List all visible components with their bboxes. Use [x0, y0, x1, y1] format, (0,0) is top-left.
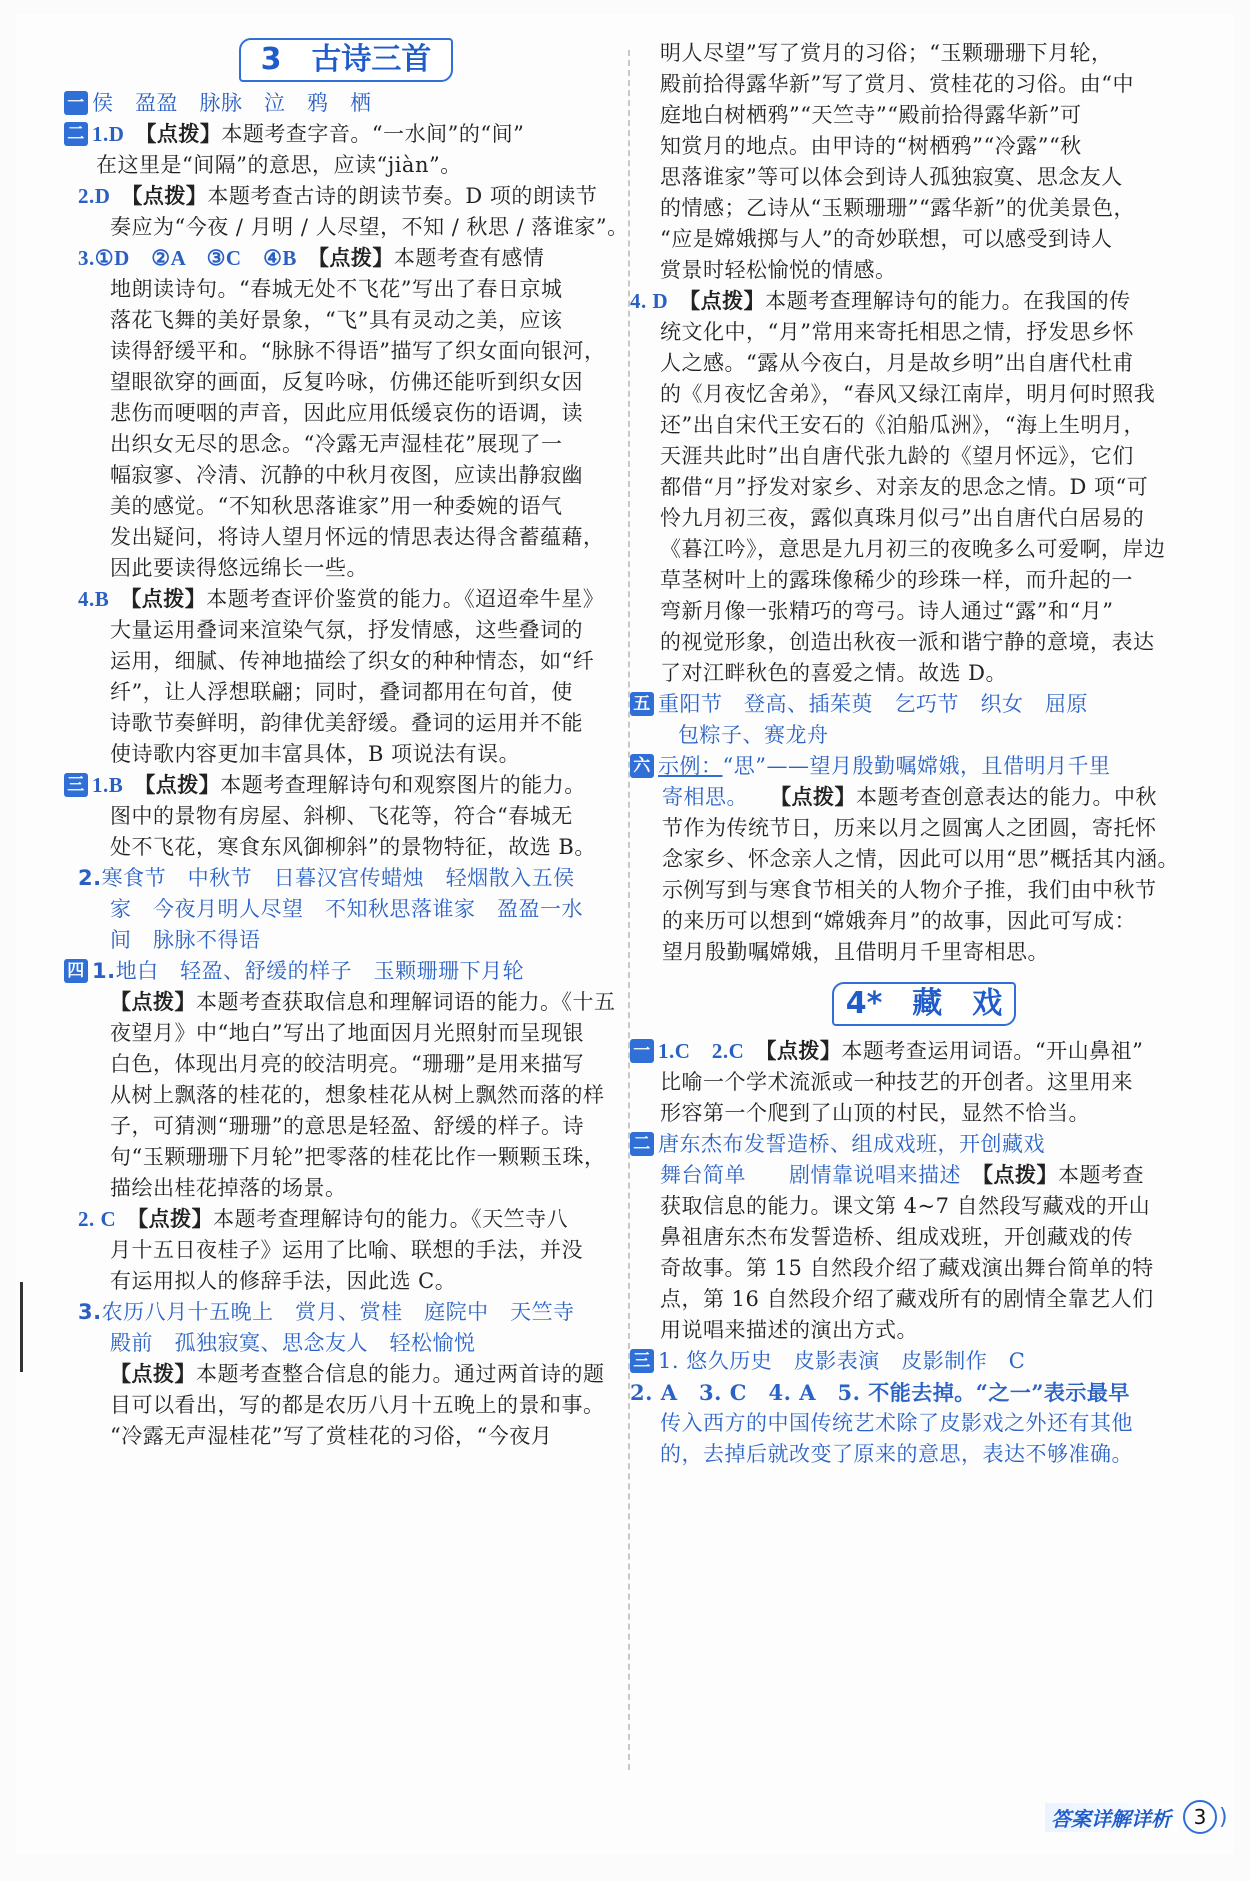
- text-line: 怜九月初三夜，露似真珠月似弓”出自唐代白居易的: [660, 506, 1145, 530]
- text-line: 落花飞舞的美好景象，“飞”具有灵动之美，应该: [110, 308, 563, 332]
- text-line: 因此要读得悠远绵长一些。: [110, 556, 368, 580]
- tip-label: 【点拨】: [144, 773, 221, 797]
- section-badge-1: 一: [630, 1039, 654, 1063]
- lesson-3-title: 3 古诗三首: [239, 38, 453, 82]
- text-line: 本题考查古诗的朗读节奏。D 项的朗读节: [207, 184, 598, 208]
- text-line: 赏景时轻松愉悦的情感。: [660, 258, 897, 282]
- text-line: 本题考查有感情: [393, 246, 545, 270]
- text-line: 读得舒缓平和。“脉脉不得语”描写了织女面向银河，: [110, 339, 606, 363]
- text-line: “冷露无声湿桂花”写了赏桂花的习俗，“今夜月: [110, 1424, 553, 1448]
- answer-line: 的，去掉后就改变了原来的意思，表达不够准确。: [660, 1442, 1133, 1466]
- answer-line: “思”——望月殷勤嘱嫦娥，且借明月千里: [722, 754, 1111, 778]
- text-line: 在这里是“间隔”的意思，应读“jiàn”。: [96, 153, 462, 177]
- text-line: 点，第 16 自然段介绍了藏戏所有的剧情全靠艺人们: [660, 1287, 1154, 1311]
- answer-line: 2. A 3. C 4. A 5. 不能去掉。“之一”表示最早: [630, 1380, 1130, 1405]
- text-line: “应是嫦娥掷与人”的奇妙联想，可以感受到诗人: [660, 227, 1113, 251]
- text-line: 《暮江吟》，意思是九月初三的夜晚多么可爱啊，岸边: [660, 537, 1166, 561]
- text-line: 鼻祖唐东杰布发誓造桥、组成戏班，开创藏戏的传: [660, 1225, 1133, 1249]
- text-line: 处不飞花，寒食东风御柳斜”的景物特征，故选 B。: [110, 835, 596, 859]
- text-line: 的《月夜忆舍弟》，“春风又绿江南岸，明月何时照我: [660, 382, 1156, 406]
- text-line: 本题考查字音。“一水间”的“间”: [221, 122, 525, 146]
- section-badge-3: 三: [64, 773, 88, 797]
- text-line: 本题考查理解诗句的能力。在我国的传: [765, 289, 1131, 313]
- text-line: 天涯共此时”出自唐代张九龄的《望月怀远》，它们: [660, 444, 1134, 468]
- q-answers: 地白 轻盈、舒缓的样子 玉颗珊珊下月轮: [115, 959, 525, 983]
- question-4-3: [78, 1297, 614, 1452]
- question-2-3: [78, 243, 614, 584]
- section-1-answers: 侯 盈盈 脉脉 泣 鸦 栖: [92, 91, 372, 115]
- answer-line: 农历八月十五晚上 赏月、赏桂 庭院中 天竺寺: [101, 1300, 575, 1324]
- text-line: 本题考查评价鉴赏的能力。《迢迢牵牛星》: [206, 587, 605, 611]
- text-line: 有运用拟人的修辞手法，因此选 C。: [110, 1269, 457, 1293]
- answer-line: 殿前 孤独寂寞、思念友人 轻松愉悦: [110, 1331, 476, 1355]
- text-line: 目可以看出，写的都是农历八月十五晚上的景和事。: [110, 1393, 605, 1417]
- answer-line: 1. 悠久历史 皮影表演 皮影制作 C: [658, 1349, 1026, 1373]
- text-line: 节作为传统节日，历来以月之圆寓人之团圆，寄托怀: [662, 816, 1157, 840]
- text-line: 月十五日夜桂子》运用了比喻、联想的手法，并没: [110, 1238, 583, 1262]
- text-line: 地朗读诗句。“春城无处不飞花”写出了春日京城: [110, 277, 563, 301]
- section-badge-3: 三: [630, 1349, 654, 1373]
- tip-label: 【点拨】: [982, 1163, 1058, 1187]
- text-line: 美的感觉。“不知秋思落谁家”用一种委婉的语气: [110, 494, 563, 518]
- text-line: 悲伤而哽咽的声音，因此应用低缓哀伤的语调，读: [110, 401, 583, 425]
- text-line: 出织女无尽的思念。“冷露无声湿桂花”展现了一: [110, 432, 563, 456]
- text-line: 幅寂寥、冷清、沉静的中秋月夜图，应读出静寂幽: [110, 463, 583, 487]
- q-answers: ①D ②A ③C ④B: [94, 246, 297, 270]
- text-line: 还”出自宋代王安石的《泊船瓜洲》，“海上生明月，: [660, 413, 1145, 437]
- q-number: 1.D: [92, 122, 125, 146]
- text-line: 的视觉形象，创造出秋夜一派和谐宁静的意境，表达: [660, 630, 1155, 654]
- text-line: 示例写到与寒食节相关的人物介子推，我们由中秋节: [662, 878, 1157, 902]
- tip-label: 【点拨】: [131, 184, 208, 208]
- section-5: [630, 689, 1188, 751]
- text-line: 本题考查理解诗句和观察图片的能力。: [220, 773, 586, 797]
- text-line: 了对江畔秋色的喜爱之情。故选 D。: [660, 661, 1008, 685]
- section-6: [630, 751, 1188, 968]
- text-line: 望月殷勤嘱嫦娥，且借明月千里寄相思。: [662, 940, 1049, 964]
- tip-label: 【点拨】: [765, 1039, 842, 1063]
- text-line: 句“玉颗珊珊下月轮”把零落的桂花比作一颗颗玉珠，: [110, 1145, 606, 1169]
- text-line: 使诗歌内容更加丰富具体，B 项说法有误。: [110, 742, 521, 766]
- l4-section-3: [630, 1346, 1188, 1470]
- text-line: 庭地白树栖鸦”“天竺寺”“殿前拾得露华新”可: [660, 103, 1082, 127]
- tip-label: 【点拨】: [110, 1362, 196, 1386]
- text-line: 本题考查整合信息的能力。通过两首诗的题: [196, 1362, 605, 1386]
- answer-line: 舞台简单 剧情靠说唱来描述: [660, 1163, 961, 1187]
- text-line: 本题考查运用词语。“开山鼻祖”: [841, 1039, 1144, 1063]
- text-line: 形容第一个爬到了山顶的村民，显然不恰当。: [660, 1101, 1090, 1125]
- question-4-4: [630, 286, 1188, 317]
- text-line: 诗歌节奏鲜明，韵律优美舒缓。叠词的运用并不能: [110, 711, 583, 735]
- tip-label: 【点拨】: [130, 587, 207, 611]
- q-number: 1.B: [92, 773, 124, 797]
- l4-section-1: [630, 1036, 1188, 1129]
- tip-label: 【点拨】: [137, 1207, 214, 1231]
- text-line: 本题考查创意表达的能力。中秋: [856, 785, 1157, 809]
- text-line: 草茎树叶上的露珠像稀少的珍珠一样，而升起的一: [660, 568, 1133, 592]
- text-line: 都借“月”抒发对家乡、对亲友的思念之情。D 项“可: [660, 475, 1149, 499]
- section-1: [64, 88, 614, 119]
- q-number: 4. D: [630, 289, 669, 313]
- q-number: 1.C 2.C: [658, 1039, 745, 1063]
- text-line: 子，可猜测“珊珊”的意思是轻盈、舒缓的样子。诗: [110, 1114, 584, 1138]
- section-badge-5: 五: [630, 692, 654, 716]
- q-number: 3.: [78, 1300, 102, 1324]
- answer-line: 传入西方的中国传统艺术除了皮影戏之外还有其他: [660, 1411, 1133, 1435]
- text-line: 从树上飘落的桂花的，想象桂花从树上飘然而落的样: [110, 1083, 605, 1107]
- text-line: 发出疑问，将诗人望月怀远的情思表达得含蓄蕴藉，: [110, 525, 605, 549]
- q-number: 2.: [78, 866, 102, 890]
- q-number: 3.: [78, 246, 95, 270]
- text-line: 夜望月》中“地白”写出了地面因月光照射而呈现银: [110, 1021, 584, 1045]
- text-line: 本题考查: [1058, 1163, 1144, 1187]
- text-line: 运用，细腻、传神地描绘了织女的种种情态，如“纤: [110, 649, 595, 673]
- text-line: 知赏月的地点。由甲诗的“树栖鸦”“冷露”“秋: [660, 134, 1082, 158]
- question-2-2: [78, 181, 629, 243]
- tip-label: 【点拨】: [110, 990, 196, 1014]
- text-line: 的来历可以想到“嫦娥奔月”的故事，因此可写成：: [662, 909, 1136, 933]
- text-line: 本题考查获取信息和理解词语的能力。《十五: [196, 990, 616, 1014]
- text-line: 统文化中，“月”常用来寄托相思之情，抒发思乡怀: [660, 320, 1134, 344]
- text-line: 明人尽望”写了赏月的习俗；“玉颗珊珊下月轮，: [660, 41, 1113, 65]
- q-number: 1.: [92, 959, 116, 983]
- text-line: 图中的景物有房屋、斜柳、飞花等，符合“春城无: [110, 804, 573, 828]
- left-column: [67, 38, 629, 1452]
- tip-label: 【点拨】: [780, 785, 856, 809]
- answer-line: 间 脉脉不得语: [110, 928, 261, 952]
- example-label: 示例：: [658, 754, 723, 778]
- text-line: 念家乡、怀念亲人之情，因此可以用“思”概括其内涵。: [662, 847, 1179, 871]
- lesson-4-title: 4* 藏 戏: [832, 982, 1016, 1026]
- page-number: 3: [1183, 1800, 1217, 1834]
- footer-label: 答案详解详析: [1045, 1803, 1177, 1832]
- question-2-4: [78, 584, 614, 770]
- text-line: 奏应为“今夜 / 月明 / 人尽望，不知 / 秋思 / 落谁家”。: [110, 215, 629, 239]
- answer-line: 唐东杰布发誓造桥、组成戏班，开创藏戏: [658, 1132, 1045, 1156]
- scan-artifact-mark: [20, 1282, 23, 1372]
- q-number: 2. C: [78, 1207, 117, 1231]
- text-line: 殿前拾得露华新”写了赏月、赏桂花的习俗。由“中: [660, 72, 1134, 96]
- question-3-2: [78, 863, 614, 956]
- tip-label: 【点拨】: [689, 289, 766, 313]
- section-badge-2: 二: [630, 1132, 654, 1156]
- answer-line: 寒食节 中秋节 日暮汉宫传蜡烛 轻烟散入五侯: [101, 866, 575, 890]
- section-4: [64, 956, 614, 987]
- q-number: 4.B: [78, 587, 110, 611]
- answer-line: 重阳节 登高、插茱萸 乞巧节 织女 屈原: [658, 692, 1088, 716]
- q-number: 2.D: [78, 184, 111, 208]
- section-badge-2: 二: [64, 122, 88, 146]
- text-line: 描绘出桂花掉落的场景。: [110, 1176, 347, 1200]
- text-line: 用说唱来描述的演出方式。: [660, 1318, 918, 1342]
- answer-line: 包粽子、赛龙舟: [678, 723, 829, 747]
- section-badge-4: 四: [64, 959, 88, 983]
- question-4-2: [78, 1204, 614, 1297]
- answer-line: 家 今夜月明人尽望 不知秋思落谁家 盈盈一水: [110, 897, 583, 921]
- section-3: [64, 770, 614, 801]
- text-line: 的情感；乙诗从“玉颗珊珊”“露华新”的优美景色，: [660, 196, 1135, 220]
- text-line: 望眼欲穿的画面，反复吟咏，仿佛还能听到织女因: [110, 370, 583, 394]
- text-line: 比喻一个学术流派或一种技艺的开创者。这里用来: [660, 1070, 1133, 1094]
- l4-section-2: [630, 1129, 1188, 1346]
- section-badge-6: 六: [630, 754, 654, 778]
- text-line: 纤”，让人浮想联翩；同时，叠词都用在句首，使: [110, 680, 573, 704]
- text-line: 大量运用叠词来渲染气氛，抒发情感，这些叠词的: [110, 618, 583, 642]
- page-arc-icon: ): [1219, 1804, 1228, 1830]
- answer-line: 寄相思。: [662, 785, 738, 809]
- tip-label: 【点拨】: [318, 246, 394, 270]
- text-line: 白色，体现出月亮的皎洁明亮。“珊珊”是用来描写: [110, 1052, 584, 1076]
- tip-label: 【点拨】: [145, 122, 222, 146]
- text-line: 奇故事。第 15 自然段介绍了藏戏演出舞台简单的特: [660, 1256, 1154, 1280]
- text-line: 弯新月像一张精巧的弯弓。诗人通过“露”和“月”: [660, 599, 1114, 623]
- section-badge-1: 一: [64, 91, 88, 115]
- page-footer: [1045, 1800, 1228, 1834]
- text-line: 思落谁家”等可以体会到诗人孤独寂寞、思念友人: [660, 165, 1123, 189]
- right-column: [630, 38, 1188, 1470]
- text-line: 本题考查理解诗句的能力。《天竺寺八: [213, 1207, 569, 1231]
- section-2: [64, 119, 614, 181]
- text-line: 人之感。“露从今夜白，月是故乡明”出自唐代杜甫: [660, 351, 1134, 375]
- text-line: 获取信息的能力。课文第 4~7 自然段写藏戏的开山: [660, 1194, 1151, 1218]
